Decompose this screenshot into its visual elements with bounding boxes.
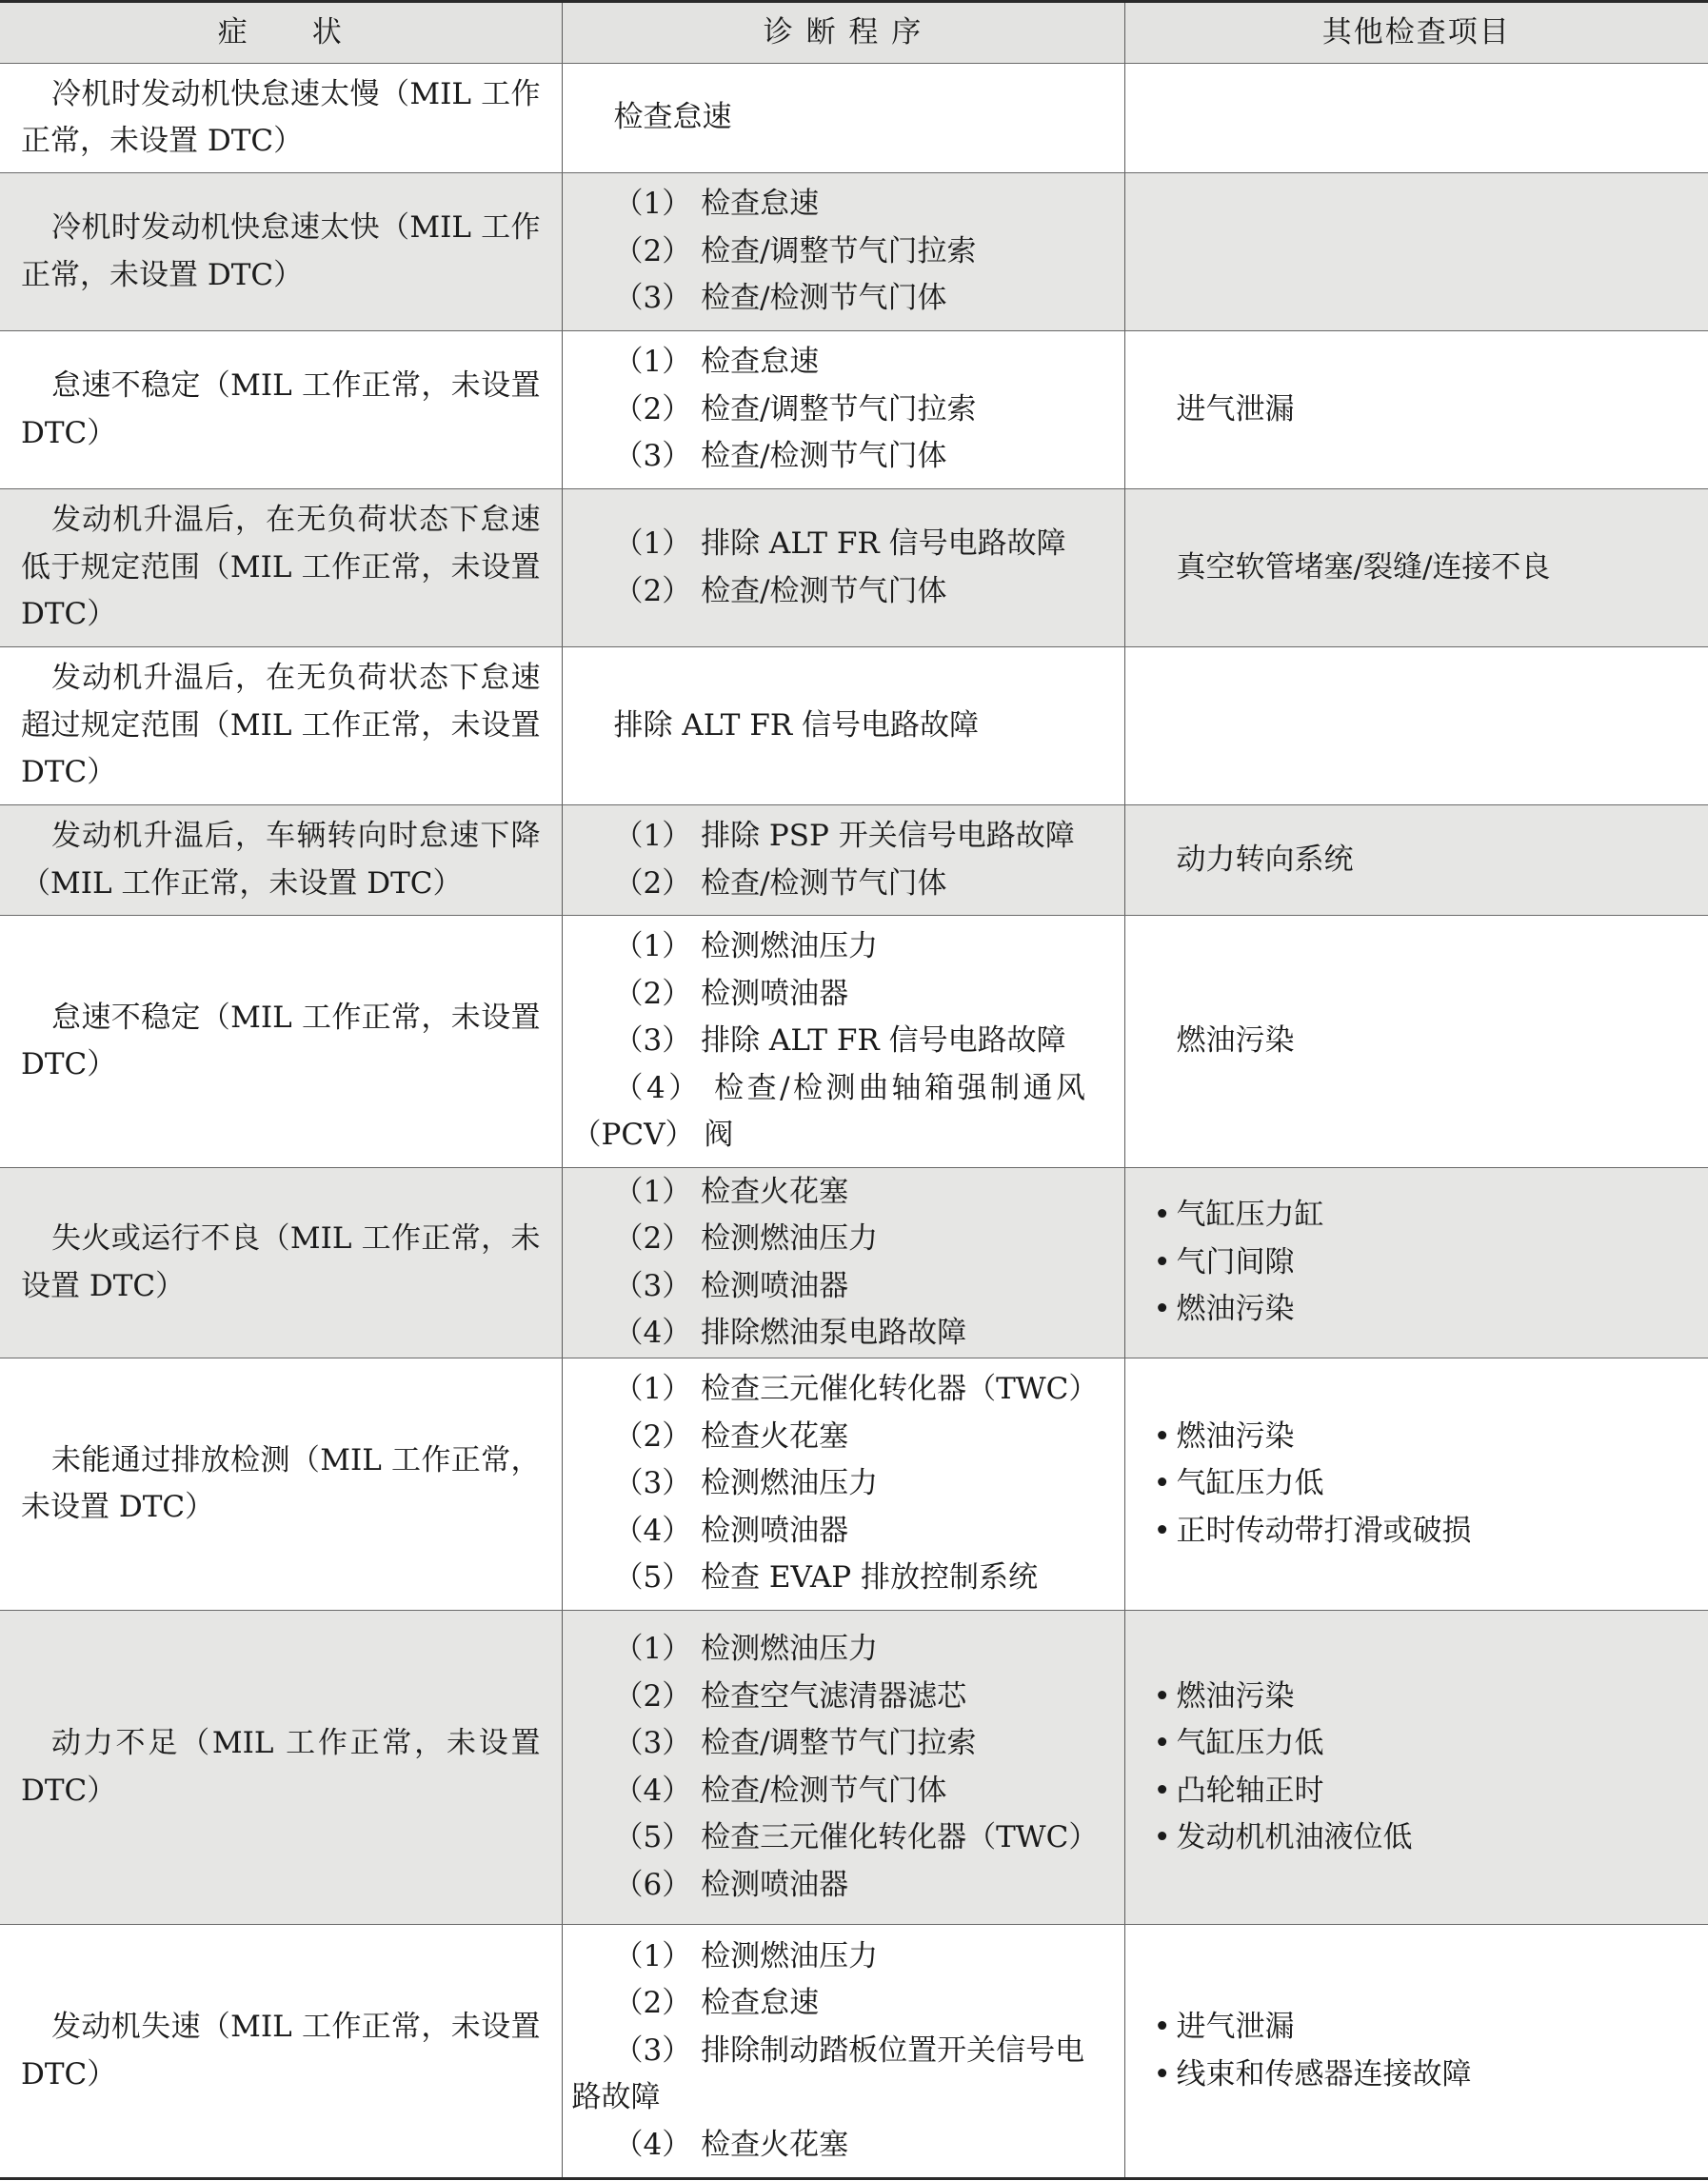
other-cell: [1124, 331, 1708, 489]
procedure-step: 排除 ALT FR 信号电路故障: [613, 707, 980, 743]
procedure-cell: [562, 1168, 1124, 1358]
header-row: [0, 2, 1708, 64]
header-symptom: 症 状: [0, 2, 562, 64]
other-cell: [1124, 1925, 1708, 2179]
table-row: [0, 647, 1708, 805]
procedure-cell: [562, 647, 1124, 805]
procedure-cell: [562, 64, 1124, 173]
symptom-cell: 怠速不稳定（MIL 工作正常，未设置 DTC）: [0, 331, 562, 489]
other-cell: [1124, 173, 1708, 331]
table-row: [0, 1611, 1708, 1925]
symptom-cell: 怠速不稳定（MIL 工作正常，未设置 DTC）: [0, 916, 562, 1168]
other-cell: [1124, 1611, 1708, 1925]
symptom-cell: 发动机失速（MIL 工作正常，未设置 DTC）: [0, 1925, 562, 2179]
symptom-cell: 发动机升温后，在无负荷状态下怠速超过规定范围（MIL 工作正常，未设置 DTC）: [0, 647, 562, 805]
procedure-step: （1） 检测燃油压力: [613, 1632, 879, 1666]
symptom-cell: 动力不足（MIL 工作正常，未设置 DTC）: [0, 1611, 562, 1925]
procedure-step: （4） 检查火花塞: [613, 2127, 849, 2162]
other-item: • 气缸压力低: [1177, 1460, 1690, 1508]
table-row: [0, 64, 1708, 173]
symptom-cell: 失火或运行不良（MIL 工作正常，未设置 DTC）: [0, 1168, 562, 1358]
procedure-step: （1） 检测燃油压力: [613, 1938, 879, 1973]
symptom-cell: 发动机升温后，车辆转向时怠速下降（MIL 工作正常，未设置 DTC）: [0, 805, 562, 916]
procedure-step: （2） 检查/检测节气门体: [613, 865, 947, 901]
table-row: [0, 1168, 1708, 1358]
procedure-cell: [562, 1925, 1124, 2179]
other-item: • 凸轮轴正时: [1177, 1768, 1690, 1815]
procedure-cell: [562, 916, 1124, 1168]
procedure-step: （2） 检查怠速: [613, 1986, 820, 2021]
procedure-cell: [562, 331, 1124, 489]
other-item: • 燃油污染: [1177, 1674, 1690, 1721]
procedure-step: （3） 排除制动踏板位置开关信号电: [613, 2032, 1085, 2068]
other-item: • 进气泄漏: [1177, 2004, 1690, 2052]
procedure-step: （2） 检测喷油器: [613, 976, 849, 1011]
procedure-cell: [562, 489, 1124, 647]
other-item: • 燃油污染: [1177, 1414, 1690, 1461]
other-item: • 正时传动带打滑或破损: [1177, 1508, 1690, 1556]
procedure-step-continued: （PCV） 阀: [571, 1118, 734, 1153]
procedure-step: （1） 检查三元催化转化器（TWC）: [613, 1372, 1099, 1407]
other-cell: [1124, 805, 1708, 916]
table-row: [0, 1358, 1708, 1611]
procedure-step: （3） 检查/检测节气门体: [613, 439, 947, 474]
other-cell: [1124, 647, 1708, 805]
symptom-cell: 未能通过排放检测（MIL 工作正常，未设置 DTC）: [0, 1358, 562, 1611]
procedure-step: （3） 检查/检测节气门体: [613, 281, 947, 316]
procedure-step-continued: 路故障: [571, 2080, 661, 2115]
procedure-step: （2） 检测燃油压力: [613, 1221, 879, 1256]
procedure-step: （4） 排除燃油泵电路故障: [613, 1316, 967, 1350]
table-row: [0, 805, 1708, 916]
procedure-step: （3） 检查/调整节气门拉索: [613, 1726, 977, 1760]
other-cell: [1124, 1168, 1708, 1358]
symptom-cell: 冷机时发动机快怠速太慢（MIL 工作正常，未设置 DTC）: [0, 64, 562, 173]
procedure-step: （5） 检查三元催化转化器（TWC）: [613, 1820, 1099, 1854]
other-item: 动力转向系统: [1176, 842, 1354, 877]
other-item: 燃油污染: [1176, 1023, 1295, 1059]
procedure-step: （4） 检查/检测节气门体: [613, 1773, 947, 1808]
header-other: 其他检查项目: [1124, 2, 1708, 64]
procedure-cell: [562, 805, 1124, 916]
other-item: 真空软管堵塞/裂缝/连接不良: [1176, 549, 1551, 585]
other-item: • 线束和传感器连接故障: [1177, 2052, 1690, 2099]
table-row: [0, 173, 1708, 331]
procedure-step: （2） 检查/调整节气门拉索: [613, 233, 977, 268]
symptom-cell: 冷机时发动机快怠速太快（MIL 工作正常，未设置 DTC）: [0, 173, 562, 331]
procedure-step: （2） 检查/检测节气门体: [613, 573, 947, 608]
procedure-step: （3） 排除 ALT FR 信号电路故障: [613, 1023, 1066, 1059]
procedure-step: （4） 检测喷油器: [613, 1513, 849, 1548]
symptom-cell: 发动机升温后，在无负荷状态下怠速低于规定范围（MIL 工作正常，未设置 DTC）: [0, 489, 562, 647]
table-row: [0, 1925, 1708, 2179]
other-item: 进气泄漏: [1176, 391, 1295, 426]
procedure-step: （3） 检测喷油器: [613, 1268, 849, 1303]
other-cell: [1124, 1358, 1708, 1611]
procedure-step: （4） 检查/检测曲轴箱强制通风: [613, 1070, 1089, 1105]
table-row: [0, 331, 1708, 489]
procedure-step: （2） 检查/调整节气门拉索: [613, 391, 977, 426]
procedure-step: （1） 检查怠速: [613, 345, 820, 380]
other-item: • 燃油污染: [1177, 1286, 1690, 1334]
procedure-step: 检查怠速: [613, 100, 732, 135]
procedure-step: （1） 检测燃油压力: [613, 929, 879, 964]
other-item: • 发动机机油液位低: [1177, 1814, 1690, 1862]
other-cell: [1124, 489, 1708, 647]
procedure-step: （1） 排除 ALT FR 信号电路故障: [613, 526, 1066, 561]
procedure-cell: [562, 1358, 1124, 1611]
table-row: [0, 916, 1708, 1168]
procedure-step: （1） 检查怠速: [613, 187, 820, 222]
other-cell: [1124, 64, 1708, 173]
procedure-step: （1） 排除 PSP 开关信号电路故障: [613, 819, 1075, 853]
procedure-step: （6） 检测喷油器: [613, 1867, 849, 1902]
procedure-cell: [562, 1611, 1124, 1925]
procedure-step: （1） 检查火花塞: [613, 1174, 849, 1209]
other-item: • 气缸压力低: [1177, 1720, 1690, 1768]
procedure-step: （2） 检查火花塞: [613, 1418, 849, 1454]
table-row: [0, 489, 1708, 647]
other-cell: [1124, 916, 1708, 1168]
procedure-step: （3） 检测燃油压力: [613, 1466, 879, 1501]
procedure-step: （5） 检查 EVAP 排放控制系统: [613, 1560, 1038, 1596]
procedure-cell: [562, 173, 1124, 331]
other-item: • 气门间隙: [1177, 1239, 1690, 1287]
header-procedure: 诊 断 程 序: [562, 2, 1124, 64]
other-item: • 气缸压力缸: [1177, 1192, 1690, 1239]
procedure-step: （2） 检查空气滤清器滤芯: [613, 1678, 967, 1714]
